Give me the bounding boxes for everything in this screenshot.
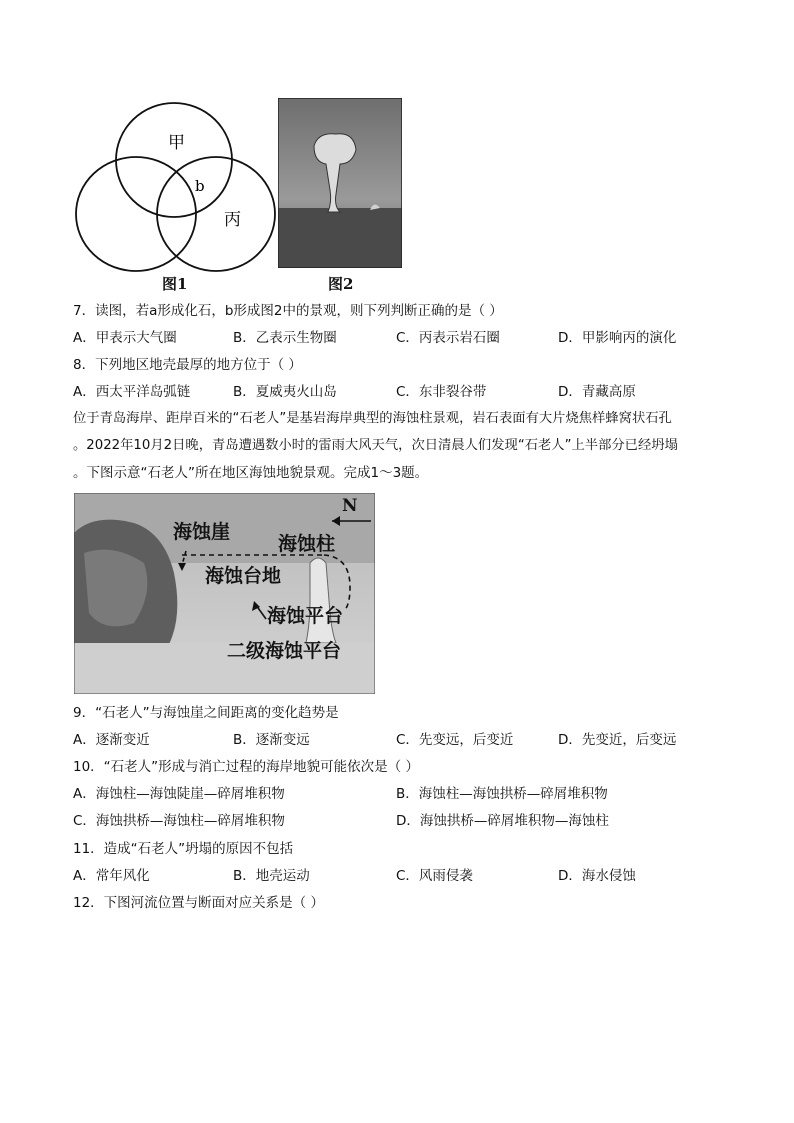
- q10-option-b: B．海蚀柱—海蚀拱桥—碎屑堆积物: [396, 786, 608, 802]
- north-label: N: [342, 496, 358, 516]
- passage-line-1: 位于青岛海岸、距岸百米的“石老人”是基岩海岸典型的海蚀柱景观，岩石表面有大片烧焦样蜂窝状石孔: [73, 411, 672, 426]
- label-jia: 甲: [168, 133, 185, 153]
- figure2-caption: 图2: [328, 275, 354, 293]
- q9-stem: 9．“石老人”与海蚀崖之间距离的变化趋势是: [73, 705, 339, 721]
- q7-option-d: D．甲影响丙的演化: [558, 330, 677, 346]
- second-platform-label: 二级海蚀平台: [227, 640, 342, 662]
- q8-option-c: C．东非裂谷带: [396, 384, 487, 400]
- figure1: [74, 98, 284, 278]
- q7-option-a: A．甲表示大气圈: [73, 330, 177, 346]
- sea-terrace-label: 海蚀台地: [205, 565, 282, 587]
- label-bing: 丙: [224, 210, 241, 230]
- venn-diagram: [74, 98, 284, 278]
- q7-option-b: B．乙表示生物圈: [233, 330, 337, 346]
- q8-stem: 8．下列地区地壳最厚的地方位于（ ）: [73, 357, 302, 373]
- q8-option-b: B．夏威夷火山岛: [233, 384, 337, 400]
- q11-option-d: D．海水侵蚀: [558, 868, 636, 884]
- q11-stem: 11．造成“石老人”坍塌的原因不包括: [73, 841, 294, 857]
- q11-option-b: B．地壳运动: [233, 868, 310, 884]
- q9-option-a: A．逐渐变近: [73, 732, 150, 748]
- passage-line-2: 。2022年10月2日晚，青岛遭遇数小时的雷雨大风天气，次日清晨人们发现“石老人”上半部分已经坍塌: [73, 438, 678, 453]
- q11-option-a: A．常年风化: [73, 868, 150, 884]
- sea-stack-photo-image: [278, 98, 402, 268]
- q7-option-c: C．丙表示岩石圈: [396, 330, 500, 346]
- q10-option-a: A．海蚀柱—海蚀陡崖—碎屑堆积物: [73, 786, 285, 802]
- q8-option-a: A．西太平洋岛弧链: [73, 384, 191, 400]
- q12-stem: 12．下图河流位置与断面对应关系是（ ）: [73, 895, 324, 911]
- q10-option-c: C．海蚀拱桥—海蚀柱—碎屑堆积物: [73, 813, 285, 829]
- circle-yi: [76, 157, 196, 271]
- sea-stack-label: 海蚀柱: [278, 533, 336, 555]
- q11-option-c: C．风雨侵袭: [396, 868, 473, 884]
- q7-stem: 7．读图，若a形成化石，b形成图2中的景观，则下列判断正确的是（ ）: [73, 303, 503, 319]
- passage-line-3: 。下图示意“石老人”所在地区海蚀地貌景观。完成1～3题。: [73, 465, 429, 481]
- q9-option-c: C．先变远，后变近: [396, 732, 514, 748]
- sea-cliff-label: 海蚀崖: [173, 521, 231, 543]
- q8-option-d: D．青藏高原: [558, 384, 636, 400]
- wave-platform-label: 海蚀平台: [267, 605, 344, 627]
- q9-option-d: D．先变近，后变远: [558, 732, 677, 748]
- figure1-caption: 图1: [162, 275, 188, 293]
- label-b: b: [195, 177, 205, 195]
- q9-option-b: B．逐渐变远: [233, 732, 310, 748]
- circle-jia: [116, 103, 232, 217]
- figure2-photo: [278, 98, 402, 268]
- circle-bing: [157, 157, 275, 271]
- q10-stem: 10．“石老人”形成与消亡过程的海岸地貌可能依次是（ ）: [73, 759, 419, 775]
- q10-option-d: D．海蚀拱桥—碎屑堆积物—海蚀柱: [396, 813, 609, 829]
- coastal-erosion-photo: [74, 493, 375, 694]
